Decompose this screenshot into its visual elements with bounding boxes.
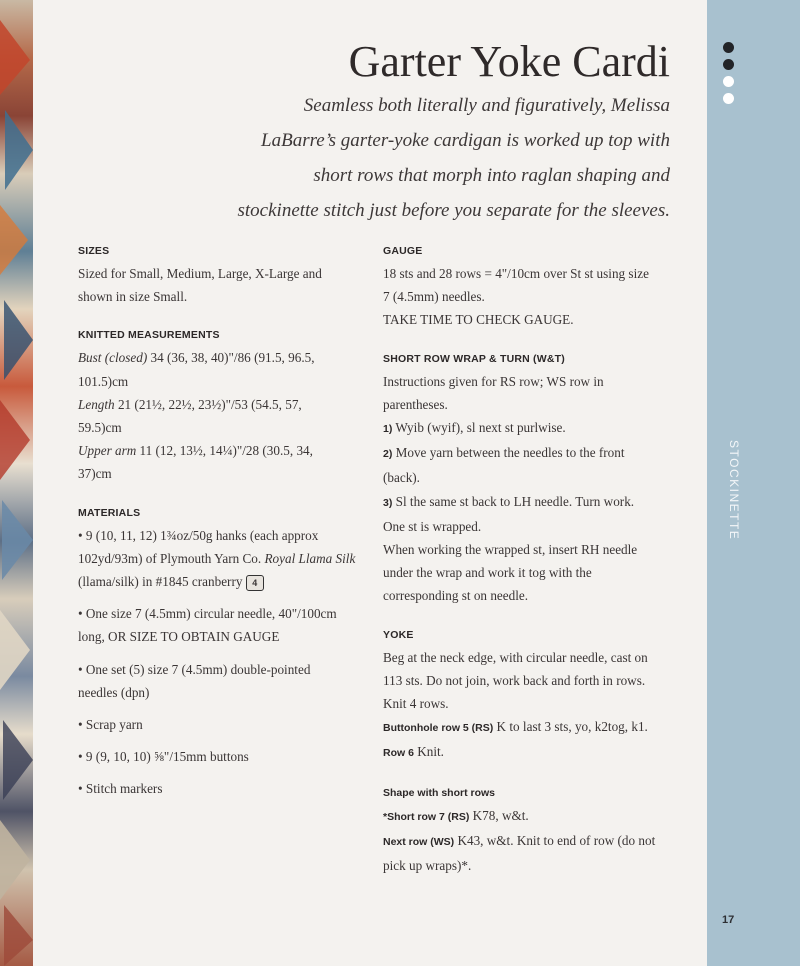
- material-buttons: • 9 (9, 10, 10) ⅝"/15mm buttons: [78, 749, 249, 765]
- sizes-heading: SIZES: [78, 245, 110, 257]
- gauge-text: 7 (4.5mm) needles.: [383, 289, 485, 305]
- short-rows-heading: Shape with short rows: [383, 786, 496, 799]
- material-scrap: • Scrap yarn: [78, 717, 143, 733]
- wrap-step-2: 2) Move yarn between the needles to the front: [383, 445, 625, 461]
- left-column: [78, 244, 368, 821]
- sizes-text: Sized for Small, Medium, Large, X-Large and: [78, 266, 322, 281]
- subtitle-line: short rows that morph into raglan shaping and: [313, 165, 670, 186]
- wrap-turn-section: SHORT ROW WRAP & TURN (W&T) Instructions given for RS row; WS row in parentheses. 1) Wyib (wyif), sl next st purlwise. 2) Move yarn between the needles to the front (back). 3) Sl the same st back to LH needle. Turn work. One st is wrapped. When working the wrapped st, insert RH needle under the wrap and work it tog with the corresponding st on needle.: [383, 352, 683, 608]
- material-needle: • One size 7 (4.5mm) circular needle, 40"/100cm long, OR SIZE TO OBTAIN GAUGE: [78, 606, 337, 645]
- gauge-section: [383, 244, 683, 332]
- material-dpn: • One set (5) size 7 (4.5mm) double-pointed needles (dpn): [78, 661, 311, 700]
- bust-measurement: Bust (closed) 34 (36, 38, 40)"/86 (91.5, 96.5,: [78, 350, 315, 366]
- material-markers: • Stitch markers: [78, 781, 163, 797]
- wrap-step-1: 1) Wyib (wyif), sl next st purlwise.: [383, 420, 566, 436]
- difficulty-dots: [723, 42, 737, 110]
- gauge-text: 18 sts and 28 rows = 4"/10cm over St st using size: [383, 266, 649, 281]
- measurements-heading: KNITTED MEASUREMENTS: [78, 329, 220, 342]
- subtitle: [200, 88, 670, 228]
- length-measurement-cont: 59.5)cm: [78, 420, 122, 436]
- yoke-heading: YOKE: [383, 628, 414, 641]
- length-measurement: Length 21 (21½, 22½, 23½)"/53 (54.5, 57,: [78, 396, 302, 412]
- difficulty-dot-filled-icon: [723, 42, 734, 53]
- difficulty-dot-empty-icon: [723, 93, 734, 104]
- section-sidebar: [707, 0, 800, 966]
- buttonhole-row: Buttonhole row 5 (RS) K to last 3 sts, yo, k2tog, k1.: [383, 719, 648, 735]
- subtitle-line: stockinette stitch just before you separate for the sleeves.: [237, 200, 670, 221]
- upper-arm-measurement-cont: 37)cm: [78, 466, 112, 482]
- sizes-text: shown in size Small.: [78, 289, 188, 305]
- difficulty-dot-filled-icon: [723, 59, 734, 70]
- decorative-photo-strip: [0, 0, 33, 966]
- subtitle-line: Seamless both literally and figuratively, Melissa: [303, 95, 670, 116]
- gauge-text: TAKE TIME TO CHECK GAUGE.: [383, 312, 574, 328]
- wrap-step-3: 3) Sl the same st back to LH needle. Turn work.: [383, 493, 635, 509]
- yarn-weight-icon: 4: [246, 575, 264, 591]
- measurements-section: [78, 328, 368, 485]
- section-label: STOCKINETTE: [727, 440, 741, 541]
- bust-measurement-cont: 101.5)cm: [78, 373, 129, 389]
- row-6: Row 6 Knit.: [383, 744, 444, 760]
- subtitle-line: LaBarre’s garter-yoke cardigan is worked up top with: [261, 130, 670, 151]
- yoke-section: YOKE Beg at the neck edge, with circular needle, cast on 113 sts. Do not join, work back and forth in rows. Knit 4 rows. Buttonhole row 5 (RS) K to last 3 sts, yo, k2tog, k1. Row 6 Knit. Shape with short rows *Short row 7 (RS) K78, w&t. Next row (WS) K43, w&t. Knit to end of row (do not pick up wraps)*.: [383, 628, 683, 878]
- materials-section: [78, 506, 368, 801]
- page-number: 17: [722, 914, 735, 926]
- upper-arm-measurement: Upper arm 11 (12, 13½, 14¼)"/28 (30.5, 34,: [78, 443, 313, 459]
- wrap-turn-heading: SHORT ROW WRAP & TURN (W&T): [383, 352, 565, 365]
- next-row: Next row (WS) K43, w&t. Knit to end of row (do not: [383, 832, 656, 848]
- short-row-7: *Short row 7 (RS) K78, w&t.: [383, 807, 529, 823]
- materials-heading: MATERIALS: [78, 506, 141, 519]
- material-yarn: • 9 (10, 11, 12) 1¾oz/50g hanks (each approx 102yd/93m) of Plymouth Yarn Co. Royal Llama Silk (llama/silk) in #1845 cranberry 4: [78, 527, 356, 590]
- sizes-section: [78, 244, 368, 308]
- difficulty-dot-empty-icon: [723, 76, 734, 87]
- page-title: Garter Yoke Cardi: [348, 37, 670, 86]
- gauge-heading: GAUGE: [383, 245, 423, 257]
- right-column: [383, 244, 683, 897]
